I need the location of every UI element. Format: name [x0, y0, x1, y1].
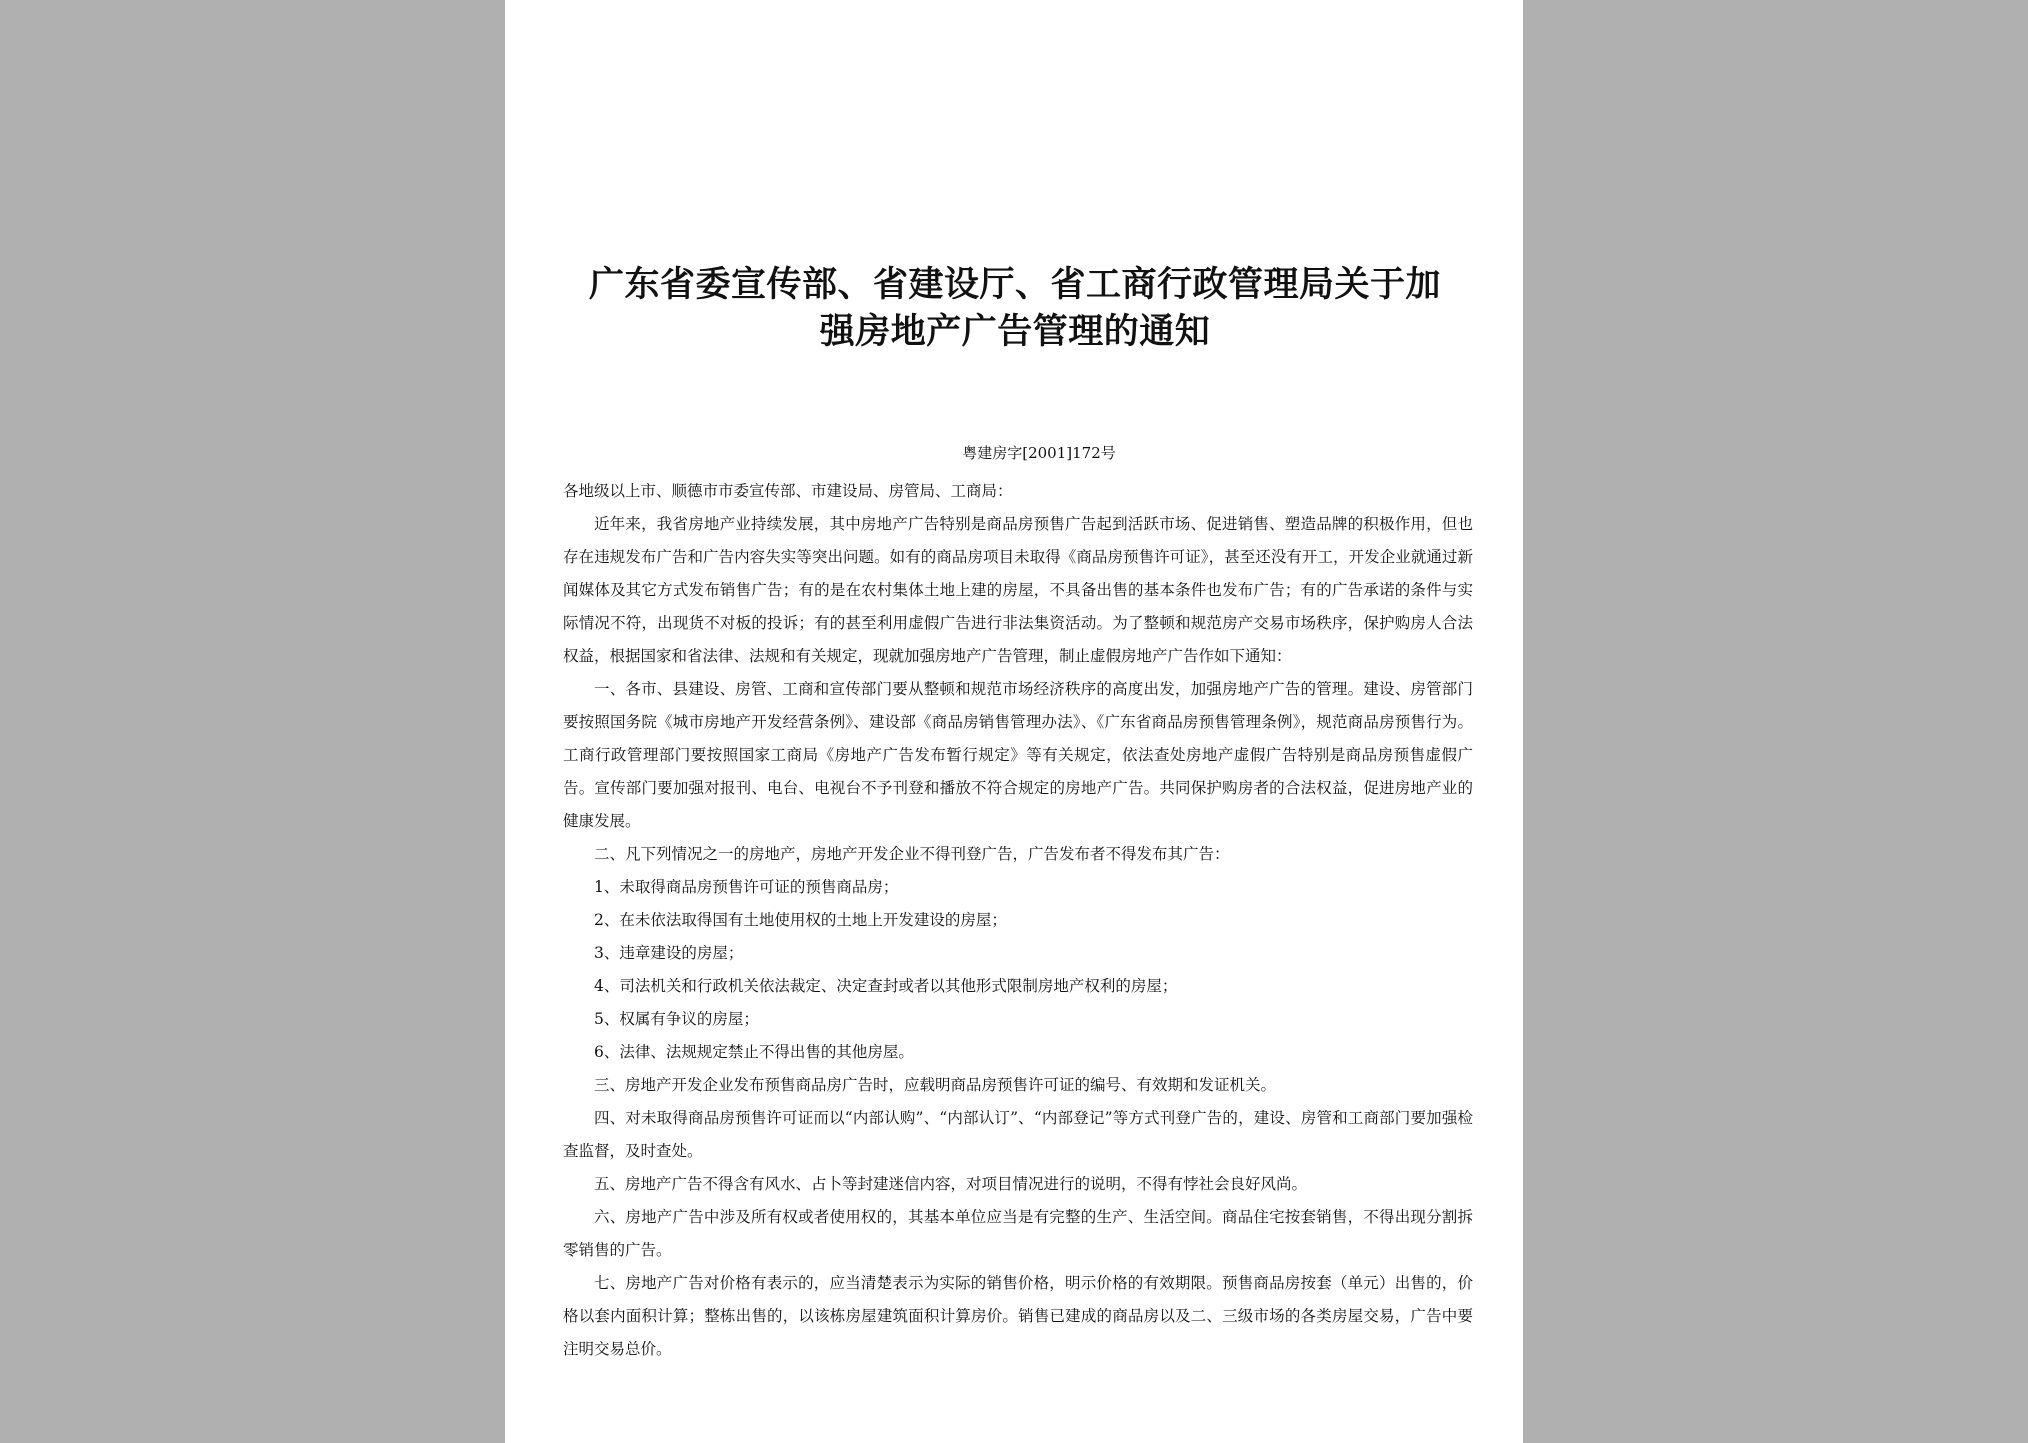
list-item: 3、违章建设的房屋； — [594, 944, 744, 962]
paragraph: 四、对未取得商品房预售许可证而以“内部认购”、“内部认订”、“内部登记”等方式刊登广告的，建设、房管和工商部门要加强检查监督，及时查处。 — [563, 1109, 1473, 1160]
title-line-1: 广东省委宣传部、省建设厅、省工商行政管理局关于加 — [588, 265, 1441, 305]
paragraph: 三、房地产开发企业发布预售商品房广告时，应载明商品房预售许可证的编号、有效期和发证机关。 — [594, 1076, 1277, 1094]
paragraph: 近年来，我省房地产业持续发展，其中房地产广告特别是商品房预售广告起到活跃市场、促进销售、塑造品牌的积极作用，但也存在违规发布广告和广告内容失实等突出问题。如有的商品房项目未取得《商品房预售许可证》，甚至还没有开工，开发企业就通过新闻媒体及其它方式发布销售广告；有的是在农村集体土地上建的房屋，不具备出售的基本条件也发布广告；有的广告承诺的条件与实际情况不符，出现货不对板的投诉；有的甚至利用虚假广告进行非法集资活动。为了整顿和规范房产交易市场秩序，保护购房人合法权益，根据国家和省法律、法规和有关规定，现就加强房地产广告管理，制止虚假房地产广告作如下通知： — [563, 515, 1473, 665]
addressee: 各地级以上市、顺德市市委宣传部、市建设局、房管局、工商局： — [563, 482, 1013, 500]
paragraph: 七、房地产广告对价格有表示的，应当清楚表示为实际的销售价格，明示价格的有效期限。预售商品房按套（单元）出售的，价格以套内面积计算；整栋出售的，以该栋房屋建筑面积计算房价。销售已建成的商品房以及二、三级市场的各类房屋交易，广告中要注明交易总价。 — [563, 1274, 1473, 1358]
document-page — [505, 0, 1523, 1443]
list-item: 6、法律、法规规定禁止不得出售的其他房屋。 — [594, 1043, 914, 1061]
paragraph: 六、房地产广告中涉及所有权或者使用权的，其基本单位应当是有完整的生产、生活空间。商品住宅按套销售，不得出现分割拆零销售的广告。 — [563, 1208, 1473, 1259]
list-item: 1、未取得商品房预售许可证的预售商品房； — [594, 878, 899, 896]
paragraph: 二、凡下列情况之一的房地产，房地产开发企业不得刊登广告，广告发布者不得发布其广告： — [594, 845, 1230, 863]
title-line-2: 强房地产广告管理的通知 — [819, 312, 1211, 352]
document-body — [563, 475, 1473, 1366]
document-number: 粤建房字[2001]172号 — [962, 444, 1116, 462]
paragraph: 五、房地产广告不得含有风水、占卜等封建迷信内容，对项目情况进行的说明，不得有悖社会良好风尚。 — [594, 1175, 1308, 1193]
document-title — [565, 262, 1465, 356]
list-item: 4、司法机关和行政机关依法裁定、决定查封或者以其他形式限制房地产权利的房屋； — [594, 977, 1178, 995]
list-item: 5、权属有争议的房屋； — [594, 1010, 759, 1028]
list-item: 2、在未依法取得国有土地使用权的土地上开发建设的房屋； — [594, 911, 1007, 929]
paragraph: 一、各市、县建设、房管、工商和宣传部门要从整顿和规范市场经济秩序的高度出发，加强房地产广告的管理。建设、房管部门要按照国务院《城市房地产开发经营条例》、建设部《商品房销售管理办法》、《广东省商品房预售管理条例》，规范商品房预售行为。工商行政管理部门要按照国家工商局《房地产广告发布暂行规定》等有关规定，依法查处房地产虚假广告特别是商品房预售虚假广告。宣传部门要加强对报刊、电台、电视台不予刊登和播放不符合规定的房地产广告。共同保护购房者的合法权益，促进房地产业的健康发展。 — [563, 680, 1473, 830]
